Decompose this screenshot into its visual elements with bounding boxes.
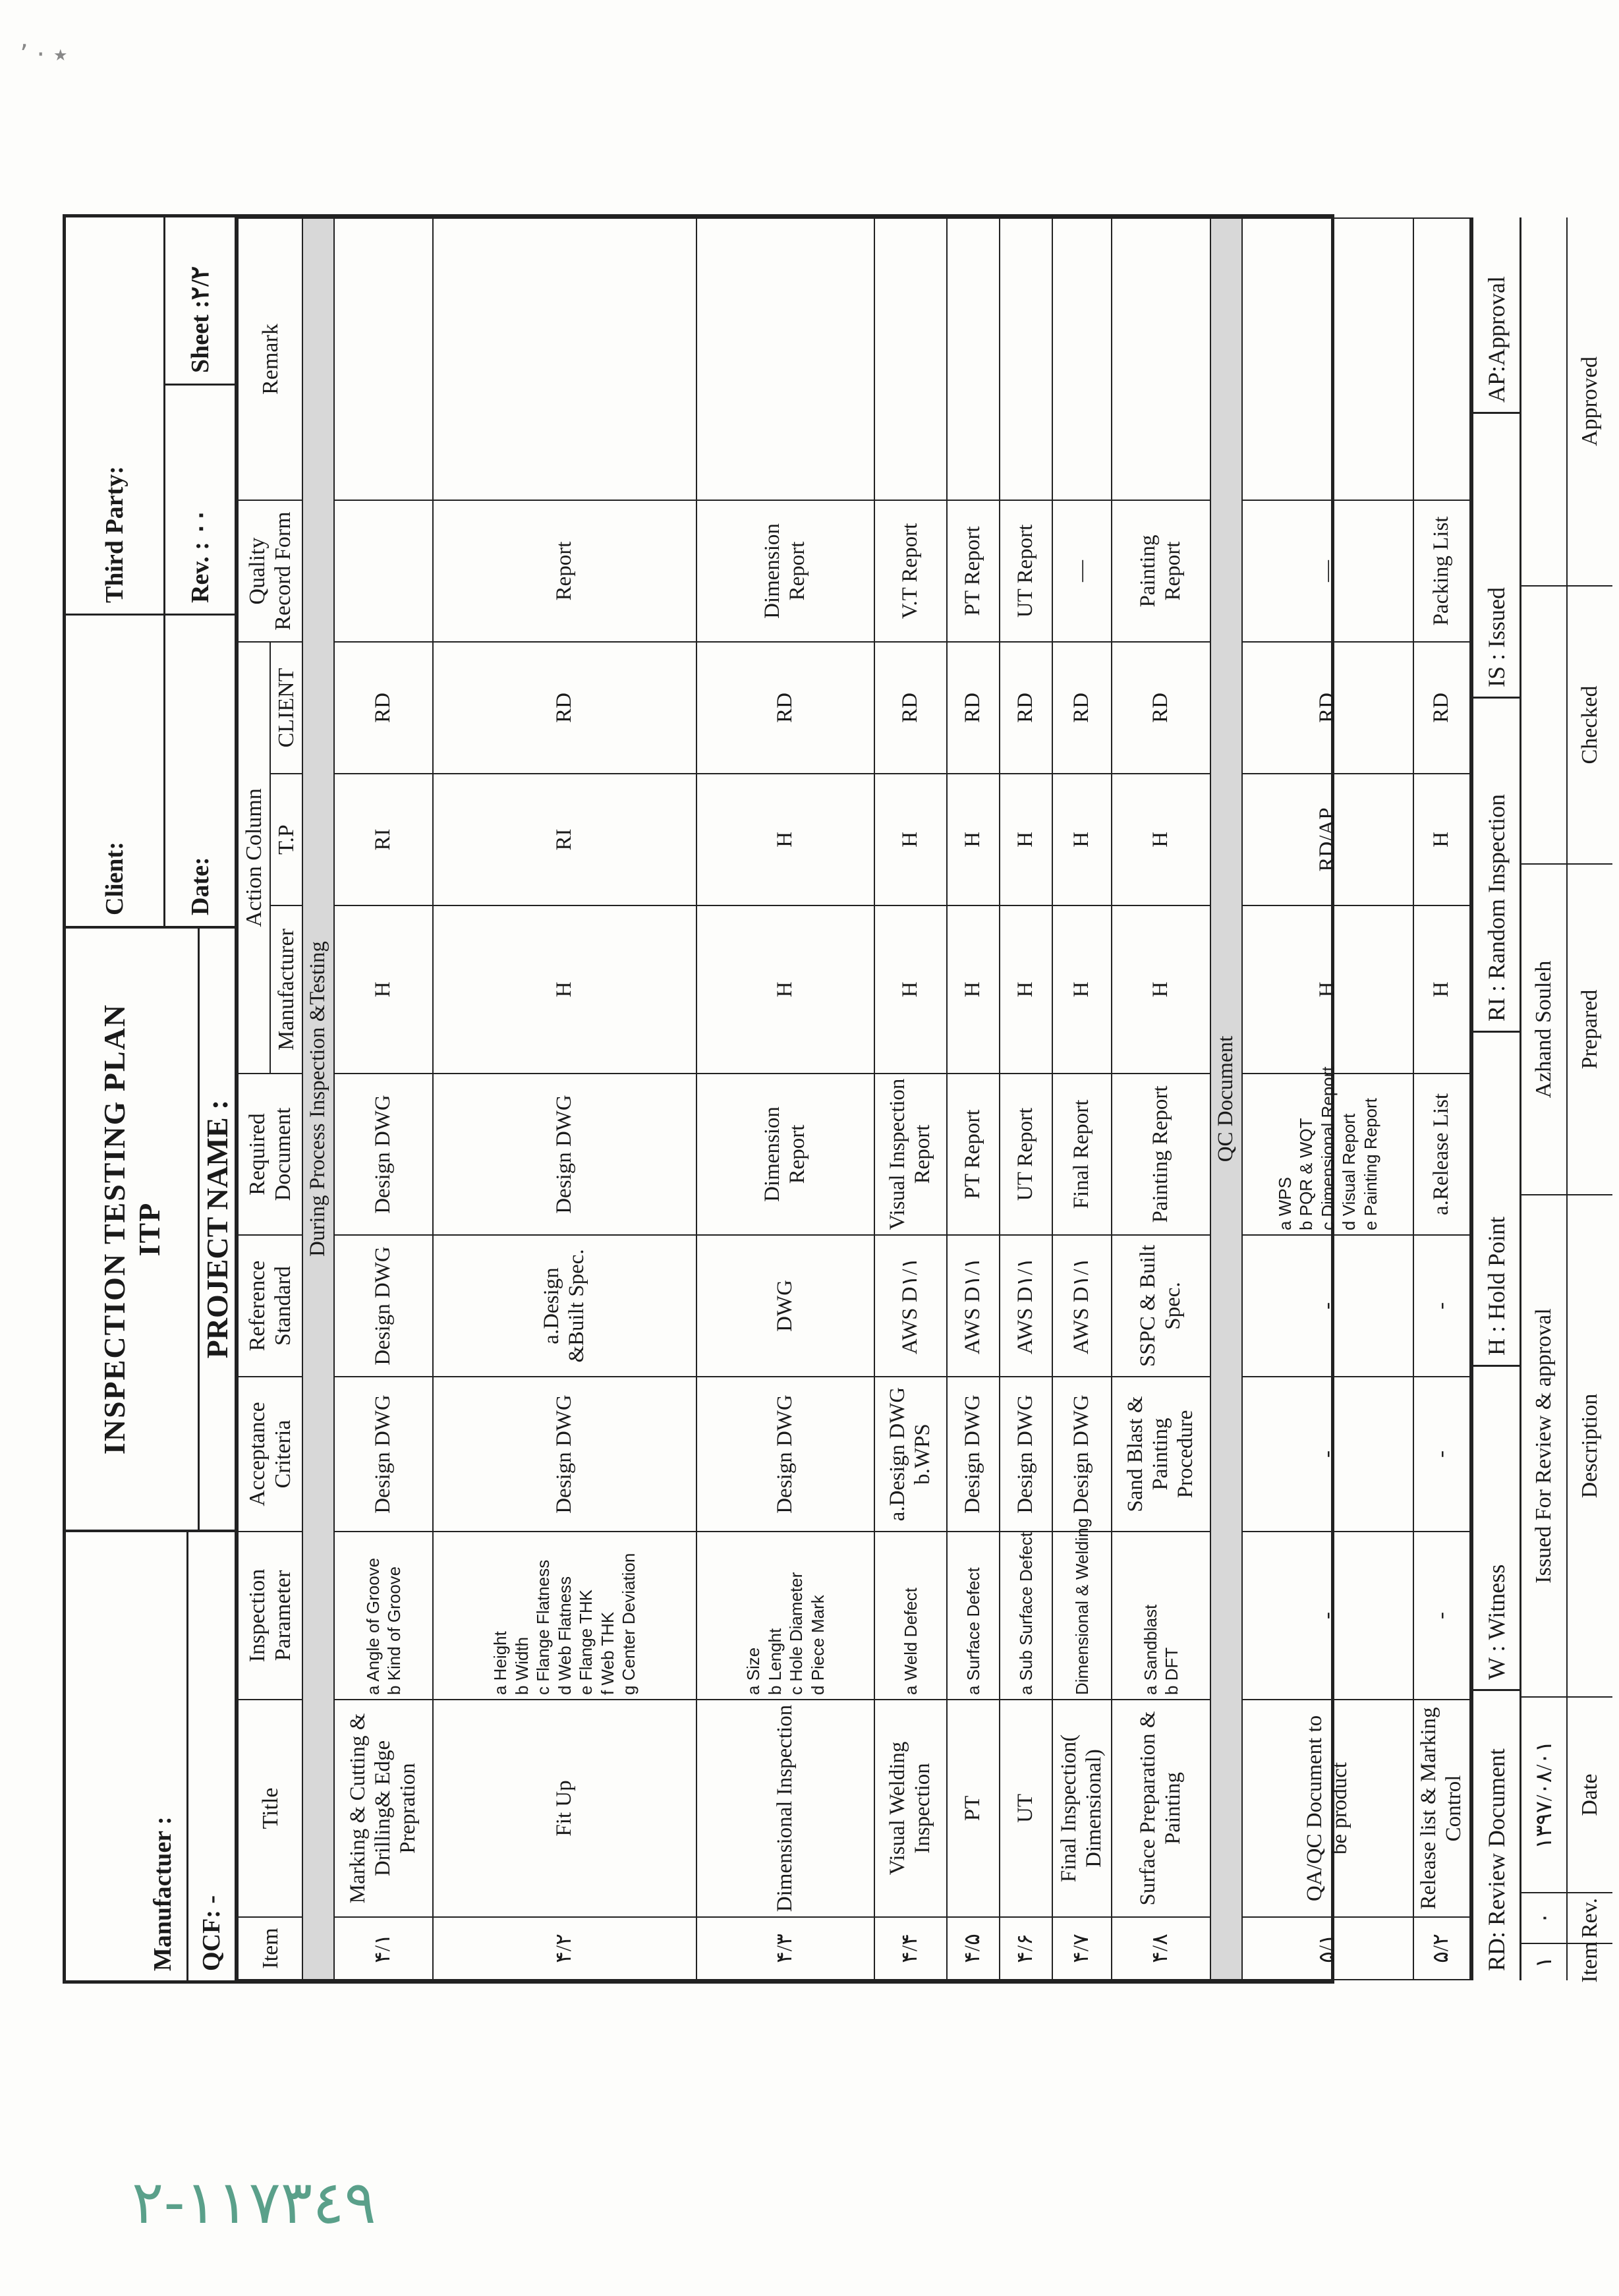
legend-is: IS : Issued: [1473, 412, 1520, 697]
list-line: b Width: [511, 1636, 532, 1695]
row-tp-action: H: [947, 774, 1000, 905]
list-line: a Sub Surface Defect: [1015, 1532, 1036, 1695]
table-row: [1000, 218, 1052, 1980]
itp-body: [302, 218, 1470, 1980]
row-quality-record: [334, 500, 433, 642]
row-item: ۴/۱: [334, 1917, 433, 1980]
row-remark: [696, 218, 874, 500]
row-acceptance: Design DWG: [1052, 1377, 1112, 1532]
row-required-document: PT Report: [947, 1074, 1000, 1235]
row-remark: [874, 218, 947, 500]
row-parameters: [1052, 1518, 1112, 1700]
row-acceptance: Design DWG: [696, 1377, 874, 1532]
row-reference: -: [1242, 1235, 1413, 1377]
row-quality-record: —: [1052, 500, 1112, 642]
rev-row-prepared: Azhand Souleh: [1521, 863, 1566, 1194]
list-line: Dimensional & Welding: [1071, 1518, 1092, 1695]
legend-rd: RD: Review Document: [1473, 1689, 1520, 1980]
section-row: [1210, 218, 1242, 1980]
row-reference: -: [1413, 1235, 1470, 1377]
list-line: b PQR & WQT: [1296, 1118, 1317, 1230]
list-line: a Surface Defect: [963, 1567, 983, 1695]
row-item: ۴/۵: [947, 1917, 1000, 1980]
row-required-document: Dimension Report: [696, 1074, 874, 1235]
label-date: Date: [1568, 1696, 1612, 1892]
list-line: a Angle of Groove: [362, 1557, 383, 1695]
row-required-document: [1242, 1066, 1413, 1235]
row-quality-record: Painting Report: [1112, 500, 1210, 642]
row-manufacturer-action: H: [1112, 905, 1210, 1074]
row-remark: [334, 218, 433, 500]
third-party-label: Third Party:: [101, 466, 128, 603]
rev-row-date: ۱۳۹۷/۰۸/۰۱: [1521, 1696, 1566, 1892]
list-line: e Flange THK: [576, 1590, 596, 1695]
row-remark: [1052, 218, 1112, 500]
rev-row-item: ۱: [1521, 1943, 1566, 1980]
itp-table: [237, 217, 1471, 1980]
row-parameters: [696, 1532, 874, 1700]
row-tp-action: RD/AP: [1242, 774, 1413, 905]
row-quality-record: UT Report: [1000, 500, 1052, 642]
row-title: Dimensional Inspection: [696, 1700, 874, 1917]
row-remark: [433, 218, 696, 500]
row-acceptance: Design DWG: [1000, 1377, 1052, 1532]
row-remark: [1000, 218, 1052, 500]
row-parameters: -: [1242, 1532, 1413, 1700]
row-tp-action: H: [1000, 774, 1052, 905]
row-tp-action: H: [1112, 774, 1210, 905]
rev-row-approved: [1521, 217, 1566, 585]
row-acceptance: -: [1242, 1377, 1413, 1532]
col-remark: Remark: [238, 218, 302, 500]
row-client-action: RD: [696, 642, 874, 774]
row-title: Surface Preparation & Painting: [1112, 1700, 1210, 1917]
row-acceptance: -: [1413, 1377, 1470, 1532]
row-required-document: Final Report: [1052, 1074, 1112, 1235]
row-acceptance: Design DWG: [433, 1377, 696, 1532]
rev-row-rev: ۰: [1521, 1892, 1566, 1943]
row-reference: Design DWG: [334, 1235, 433, 1377]
list-line: d Visual Report: [1339, 1113, 1359, 1230]
list-line: a Size: [743, 1647, 764, 1695]
row-quality-record: Report: [433, 500, 696, 642]
itp-sheet: [63, 214, 1602, 1984]
row-tp-action: RI: [433, 774, 696, 905]
label-checked: Checked: [1568, 585, 1612, 863]
row-title: Fit Up: [433, 1700, 696, 1917]
list-line: f Web THK: [597, 1611, 617, 1695]
row-reference: AWS D۱/۱: [947, 1235, 1000, 1377]
table-row: [1052, 218, 1112, 1980]
col-item: Item: [238, 1917, 302, 1980]
row-title: Visual Welding Inspection: [874, 1700, 947, 1917]
row-item: ۴/۸: [1112, 1917, 1210, 1980]
row-reference: a.Design &Built Spec.: [433, 1235, 696, 1377]
row-item: ۴/۲: [433, 1917, 696, 1980]
row-remark: [1413, 218, 1470, 500]
list-line: a Weld Defect: [900, 1588, 921, 1695]
list-line: c Flange Flatness: [533, 1559, 554, 1695]
label-approved: Approved: [1577, 357, 1602, 446]
revision-labels: [1568, 217, 1612, 1983]
row-title: QA/QC Document to be product: [1242, 1700, 1413, 1917]
col-required-document: Required Document: [238, 1074, 302, 1235]
table-row: [947, 218, 1000, 1980]
legend: [1473, 217, 1521, 1980]
row-acceptance: a.Design DWG b.WPS: [874, 1377, 947, 1532]
row-manufacturer-action: H: [947, 905, 1000, 1074]
row-quality-record: —: [1242, 500, 1413, 642]
row-remark: [1242, 218, 1413, 500]
table-row: [1242, 218, 1413, 1980]
row-title: UT: [1000, 1700, 1052, 1917]
row-remark: [1112, 218, 1210, 500]
row-parameters: [1000, 1532, 1052, 1700]
row-reference: AWS D۱/۱: [1052, 1235, 1112, 1377]
row-manufacturer-action: H: [1000, 905, 1052, 1074]
row-reference: AWS D۱/۱: [1000, 1235, 1052, 1377]
row-required-document: Painting Report: [1112, 1074, 1210, 1235]
row-required-document: Design DWG: [334, 1074, 433, 1235]
row-parameters: [1112, 1532, 1210, 1700]
col-tp: T.P: [270, 774, 302, 905]
label-prepared: Prepared: [1568, 863, 1612, 1194]
col-action-column: Action Column: [238, 642, 270, 1074]
section-row: [302, 218, 334, 1980]
row-item: ۵/۲: [1413, 1917, 1470, 1980]
row-tp-action: H: [1413, 774, 1470, 905]
row-client-action: RD: [1413, 642, 1470, 774]
table-row: [696, 218, 874, 1980]
row-parameters: -: [1413, 1532, 1470, 1700]
rev-row-description: Issued For Review & approval: [1521, 1194, 1566, 1696]
row-title: Release list & Marking Control: [1413, 1700, 1470, 1917]
row-manufacturer-action: H: [1413, 905, 1470, 1074]
row-manufacturer-action: H: [1242, 905, 1413, 1074]
row-tp-action: H: [696, 774, 874, 905]
row-item: ۴/۳: [696, 1917, 874, 1980]
project-name: PROJECT NAME :: [200, 1099, 234, 1359]
row-item: ۴/۶: [1000, 1917, 1052, 1980]
list-line: d Piece Mark: [807, 1595, 828, 1695]
sheet-header: [66, 217, 237, 1980]
row-tp-action: H: [1052, 774, 1112, 905]
row-required-document: UT Report: [1000, 1074, 1052, 1235]
row-client-action: RD: [433, 642, 696, 774]
list-line: d Web Flatness: [554, 1576, 575, 1695]
table-row: [433, 218, 696, 1980]
rev-label: Rev. : ۰۰: [165, 384, 235, 614]
row-required-document: a.Release List: [1413, 1074, 1470, 1235]
col-acceptance-criteria: Acceptance Criteria: [238, 1377, 302, 1532]
section-qc-document: QC Document: [1210, 218, 1242, 1980]
client-label: Client:: [66, 614, 163, 926]
sheet-footer: [1471, 217, 1612, 1983]
revision-row: [1521, 217, 1568, 1980]
row-client-action: RD: [1242, 642, 1413, 774]
list-line: a Height: [490, 1631, 511, 1695]
row-quality-record: PT Report: [947, 500, 1000, 642]
list-line: c Hole Diameter: [786, 1572, 807, 1695]
list-line: c Dimensional Report: [1317, 1066, 1338, 1230]
label-description: Description: [1568, 1194, 1612, 1696]
row-reference: DWG: [696, 1235, 874, 1377]
legend-ap: AP:Approval: [1483, 276, 1510, 403]
row-parameters: [874, 1532, 947, 1700]
row-client-action: RD: [1052, 642, 1112, 774]
col-client: CLIENT: [270, 642, 302, 774]
row-client-action: RD: [334, 642, 433, 774]
label-rev: Rev.: [1568, 1892, 1612, 1943]
row-title: Final Inspection( Dimensional): [1052, 1700, 1112, 1917]
row-parameters: [334, 1532, 433, 1700]
row-reference: AWS D۱/۱: [874, 1235, 947, 1377]
list-line: g Center Deviation: [619, 1553, 639, 1695]
row-tp-action: H: [874, 774, 947, 905]
row-required-document: Visual Inspection Report: [874, 1074, 947, 1235]
sheet-label: Sheet :۲/۲: [186, 266, 214, 373]
legend-h: H : Hold Point: [1473, 1031, 1520, 1365]
row-client-action: RD: [1000, 642, 1052, 774]
list-line: b DFT: [1162, 1647, 1182, 1695]
row-parameters: [947, 1532, 1000, 1700]
section-during-process: During Process Inspection &Testing: [302, 218, 334, 1980]
row-title: PT: [947, 1700, 1000, 1917]
row-acceptance: Design DWG: [334, 1377, 433, 1532]
list-line: e Painting Report: [1360, 1098, 1380, 1230]
row-quality-record: Dimension Report: [696, 500, 874, 642]
list-line: b Kind of Groove: [384, 1566, 405, 1695]
row-item: ۴/۴: [874, 1917, 947, 1980]
row-client-action: RD: [947, 642, 1000, 774]
list-line: b Lenght: [764, 1628, 785, 1695]
row-client-action: RD: [874, 642, 947, 774]
table-row: [334, 218, 433, 1980]
row-title: Marking & Cutting & Drilling& Edge Prepration: [334, 1700, 433, 1917]
row-required-document: Design DWG: [433, 1074, 696, 1235]
rev-row-checked: [1521, 585, 1566, 863]
manufacturer-label: Manufactuer :: [149, 1816, 177, 1971]
row-manufacturer-action: H: [1052, 905, 1112, 1074]
row-manufacturer-action: H: [874, 905, 947, 1074]
row-client-action: RD: [1112, 642, 1210, 774]
list-line: a WPS: [1274, 1177, 1295, 1230]
row-remark: [947, 218, 1000, 500]
col-title: Title: [238, 1700, 302, 1917]
label-item: Item: [1568, 1943, 1612, 1980]
handwritten-note: ١١٧٣٤٩-٢: [132, 2168, 376, 2237]
row-reference: SSPC & Built Spec.: [1112, 1235, 1210, 1377]
row-manufacturer-action: H: [334, 905, 433, 1074]
row-acceptance: Sand Blast & Painting Procedure: [1112, 1377, 1210, 1532]
row-manufacturer-action: H: [696, 905, 874, 1074]
scan-marks: ٭ · ٬: [20, 40, 68, 70]
col-inspection-parameter: Inspection Parameter: [238, 1532, 302, 1700]
table-row: [1413, 218, 1470, 1980]
table-row: [874, 218, 947, 1980]
row-item: ۴/۷: [1052, 1917, 1112, 1980]
col-manufacturer: Manufacturer: [270, 905, 302, 1074]
row-manufacturer-action: H: [433, 905, 696, 1074]
col-quality-record-form: Quality Record Form: [238, 500, 302, 642]
row-parameters: [433, 1532, 696, 1700]
row-item: ۵/۱: [1242, 1917, 1413, 1980]
legend-w: W : Witness: [1473, 1365, 1520, 1689]
table-row: [1112, 218, 1210, 1980]
col-reference-standard: Reference Standard: [238, 1235, 302, 1377]
row-quality-record: Packing List: [1413, 500, 1470, 642]
legend-ri: RI : Random Inspection: [1473, 697, 1520, 1031]
row-acceptance: Design DWG: [947, 1377, 1000, 1532]
date-label: Date:: [165, 614, 235, 926]
document-title: INSPECTION TESTING PLAN ITP: [66, 929, 200, 1530]
row-quality-record: V.T Report: [874, 500, 947, 642]
qcf-label: QCF: -: [198, 1895, 225, 1971]
list-line: a Sandblast: [1140, 1604, 1160, 1695]
row-tp-action: RI: [334, 774, 433, 905]
